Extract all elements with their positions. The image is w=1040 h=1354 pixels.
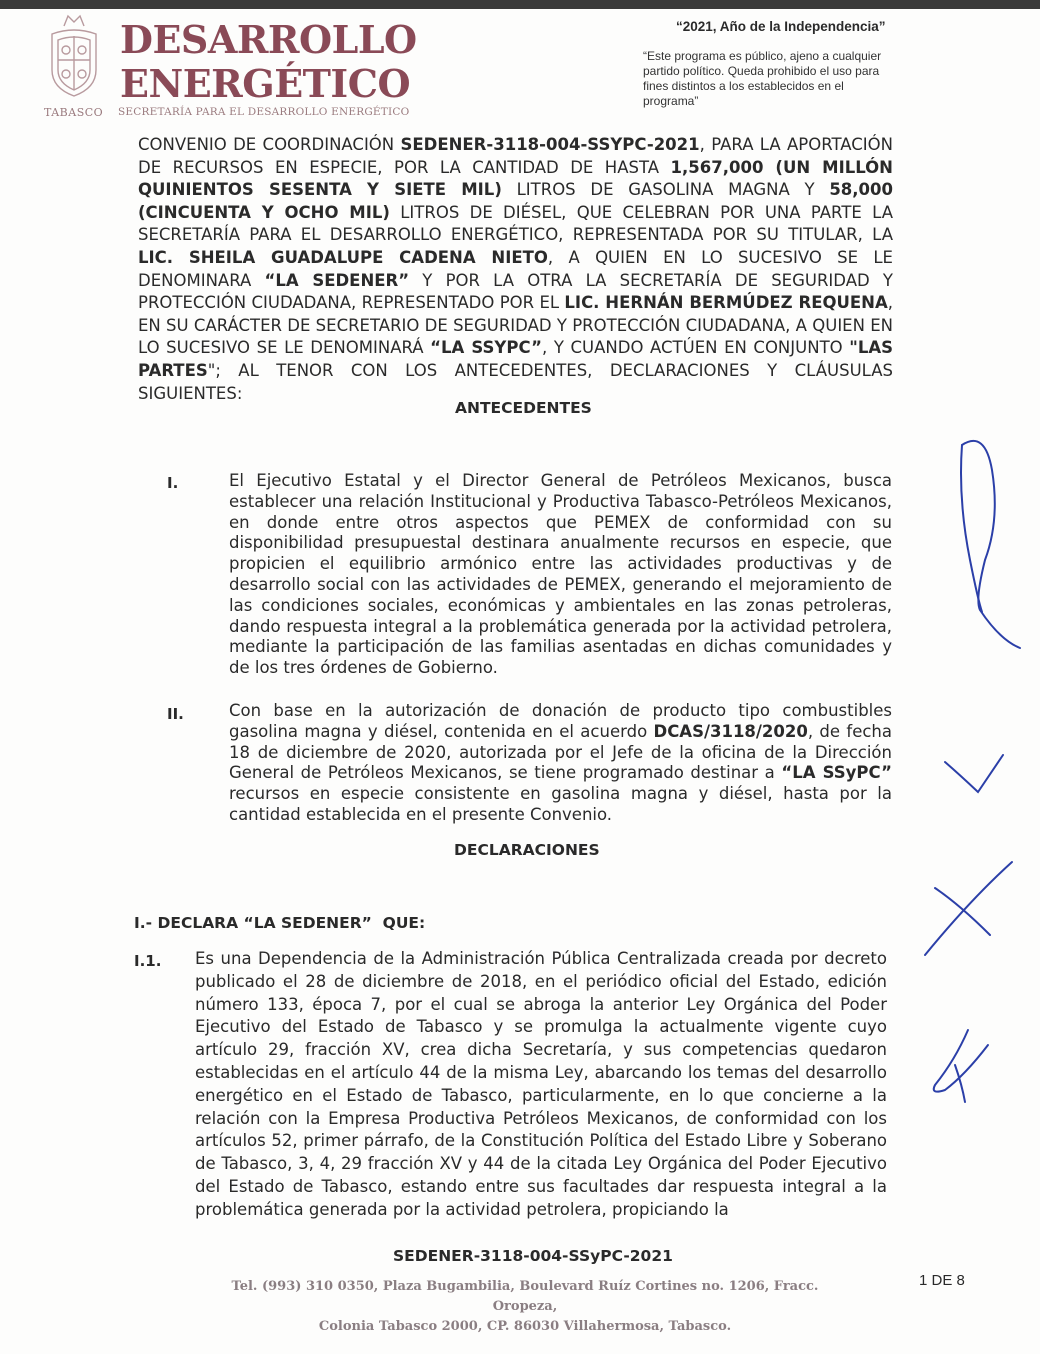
antecedente-text-part: recursos en especie consistente en gasolina magna y diésel, hasta por la cantidad establecida en el presente Convenio.: [229, 784, 892, 824]
page-number: 1 DE 8: [919, 1272, 965, 1289]
coat-of-arms-icon: [44, 12, 104, 102]
brand-line-1: DESARROLLO: [120, 17, 417, 62]
antecedente-bold: DCAS/3118/2020: [653, 721, 808, 741]
logo-state-name: TABASCO: [44, 106, 104, 119]
intro-text: Y POR LA OTRA LA SECRETARÍA DE SEGURIDAD Y PROTECCIÓN CIUDADANA, REPRESENTADO POR EL: [138, 270, 893, 313]
antecedente-number: II.: [167, 705, 184, 723]
intro-bold: LIC. HERNÁN BERMÚDEZ REQUENA: [564, 293, 888, 313]
antecedente-text-part: Con base en la autorización de donación de producto tipo combustibles gasolina magna y diésel, contenida en el acuerdo: [229, 701, 892, 741]
intro-text: LITROS DE GASOLINA MAGNA Y: [501, 180, 830, 200]
intro-bold: "LAS PARTES: [138, 338, 893, 380]
year-motto: “2021, Año de la Independencia”: [676, 19, 886, 34]
window-top-bar: [0, 0, 1040, 9]
antecedente-text: El Ejecutivo Estatal y el Director General de Petróleos Mexicanos, busca establecer una relación Institucional y Productiva Tabasco-Petróleos Mexicanos, en donde entre otros aspectos que PEMEX de conformidad con su disponibilidad presupuestal destinara anualmente recursos en especie, que propicien el equilibrio armónico entre las actividades productivas y de desarrollo social con las actividades de PEMEX, generando el mejoramiento de las condiciones sociales, económicas y ambientales en las zonas petroleras, dando respuesta integral a la problemática generada por la actividad petrolera, mediante la participación de las familias asentadas en dichas comunidades y de los tres órdenes de Gobierno.: [229, 471, 892, 678]
intro-text: "; AL TENOR CON LOS ANTECEDENTES, DECLARACIONES Y CLÁUSULAS SIGUIENTES:: [138, 360, 893, 403]
antecedente-text-part: , de fecha 18 de diciembre de 2020, autorizada por el Jefe de la oficina de la Dirección General de Petróleos Mexicanos, se tiene programado destinar a: [229, 721, 892, 783]
brand-subtitle: SECRETARÍA PARA EL DESARROLLO ENERGÉTICO: [118, 106, 410, 118]
declaracion-number: I.1.: [134, 952, 162, 970]
footer-address-line-2: Colonia Tabasco 2000, CP. 86030 Villahermosa, Tabasco.: [318, 1319, 732, 1334]
declaracion-text: Es una Dependencia de la Administración Pública Centralizada creada por decreto publicado el 28 de diciembre de 2018, en el periódico oficial del Estado, edición número 133, época 7, por el cual se abroga la anterior Ley Orgánica del Poder Ejecutivo del Estado de Tabasco y se promulga la actualmente vigente cuyo artículo 29, fracción XV, crea dicha Secretaría, y sus competencias quedaron establecidas en el artículo 44 de la misma Ley, abarcando los temas del desarrollo energético en el Estado de Tabasco, particularmente, en lo que concierne a la relación con la Empresa Productiva Petróleos Mexicanos, de conformidad con los artículos 52, primer párrafo, de la Constitución Política del Estado Libre y Soberano de Tabasco, 3, 4, 29 fracción XV y 44 de la citada Ley Orgánica del Poder Ejecutivo del Estado de Tabasco, estando entre sus facultades dar respuesta integral a la problemática generada por la actividad petrolera, propiciando la: [195, 949, 887, 1219]
intro-text: , PARA LA APORTACIÓN DE RECURSOS EN ESPECIE, POR LA CANTIDAD DE HASTA: [138, 135, 894, 177]
intro-bold: “LA SSYPC”: [430, 338, 543, 358]
brand-line-2: ENERGÉTICO: [120, 61, 411, 106]
antecedente-number: I.: [167, 474, 179, 492]
intro-bold: SEDENER-3118-004-SSYPC-2021: [400, 135, 700, 154]
intro-bold: LIC. SHEILA GUADALUPE CADENA NIETO: [138, 247, 548, 267]
footer-address: [200, 1277, 850, 1337]
antecedente-text: [229, 701, 892, 826]
intro-text: CONVENIO DE COORDINACIÓN: [138, 135, 401, 154]
intro-bold: 1,567,000 (UN MILLÓN QUINIENTOS SESENTA Y SIETE MIL): [138, 157, 893, 200]
footer-agreement-code: SEDENER-3118-004-SSyPC-2021: [393, 1247, 673, 1265]
declara-sedener-heading: I.- DECLARA “LA SEDENER” QUE:: [134, 914, 426, 932]
intro-bold: 58,000 (CINCUENTA Y OCHO MIL): [138, 180, 893, 222]
antecedente-bold: “LA SSyPC”: [781, 763, 892, 783]
footer-address-line-1: Tel. (993) 310 0350, Plaza Bugambilia, Boulevard Ruíz Cortines no. 1206, Fracc. Oropeza,: [231, 1279, 819, 1314]
declaraciones-heading: DECLARACIONES: [454, 841, 600, 859]
intro-text: , A QUIEN EN LO SUCESIVO SE LE DENOMINARA: [138, 247, 893, 290]
intro-text: , Y CUANDO ACTÚEN EN CONJUNTO: [542, 338, 850, 358]
intro-text: LITROS DE DIÉSEL, QUE CELEBRAN POR UNA PARTE LA SECRETARÍA PARA EL DESARROLLO ENERGÉTICO, REPRESENTADA POR SU TITULAR, LA: [138, 202, 894, 245]
intro-text: , EN SU CARÁCTER DE SECRETARIO DE SEGURIDAD Y PROTECCIÓN CIUDADANA, A QUIEN EN LO SUCESIVO SE LE DENOMINARÁ: [138, 293, 893, 358]
antecedentes-heading: ANTECEDENTES: [455, 399, 592, 417]
agreement-intro: [138, 134, 893, 405]
intro-bold: “LA SEDENER”: [264, 270, 410, 290]
program-disclaimer: “Este programa es público, ajeno a cualquier partido político. Queda prohibido el uso para fines distintos a los establecidos en el programa”: [643, 49, 882, 108]
brand-title: [120, 18, 417, 106]
